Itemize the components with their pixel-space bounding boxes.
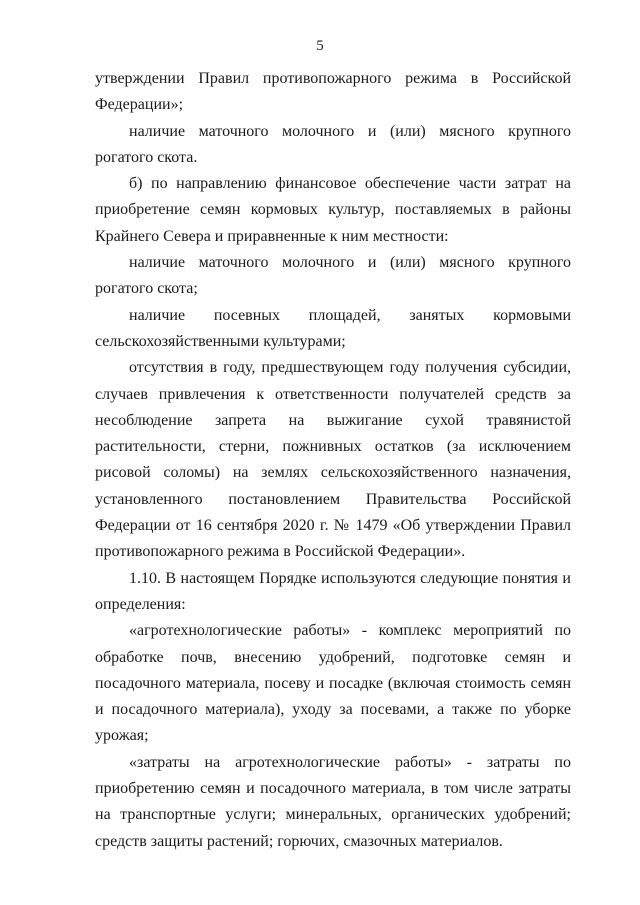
paragraph-6: отсутствия в году, предшествующем году получения субсидии, случаев привлечения к ответственности получателей средств за несоблюдение запрета на выжигание сухой травянистой растительности, стерни, пожнивных остатков (за исключением рисовой соломы) на землях сельскохозяйственного назначения, установленного постановлением Правительства Российской Федерации от 16 сентября 2020 г. № 1479 «Об утверждении Правил противопожарного режима в Российской Федерации». bbox=[95, 359, 571, 561]
paragraph-3: б) по направлению финансовое обеспечение части затрат на приобретение семян кормовых культур, поставляемых в районы Крайнего Севера и приравненные к ним местности: bbox=[95, 175, 571, 245]
page-number: 5 bbox=[316, 38, 324, 54]
paragraph-8: «агротехнологические работы» - комплекс мероприятий по обработке почв, внесению удобрений, подготовке семян и посадочного материала, посеву и посадке (включая стоимость семян и посадочного материала), уходу за посевами, а также по уборке урожая; bbox=[95, 622, 571, 745]
document-body bbox=[95, 66, 571, 855]
paragraph-7: 1.10. В настоящем Порядке используются следующие понятия и определения: bbox=[95, 569, 571, 613]
paragraph-2: наличие маточного молочного и (или) мясного крупного рогатого скота. bbox=[95, 122, 571, 166]
paragraph-5: наличие посевных площадей, занятых кормовыми сельскохозяйственными культурами; bbox=[95, 306, 571, 350]
paragraph-1: утверждении Правил противопожарного режима в Российской Федерации»; bbox=[95, 70, 571, 114]
paragraph-9: «затраты на агротехнологические работы» - затраты по приобретению семян и посадочного материала, в том числе затраты на транспортные услуги; минеральных, органических удобрений; средств защиты растений; горючих, смазочных материалов. bbox=[95, 753, 571, 850]
paragraph-4: наличие маточного молочного и (или) мясного крупного рогатого скота; bbox=[95, 254, 571, 298]
